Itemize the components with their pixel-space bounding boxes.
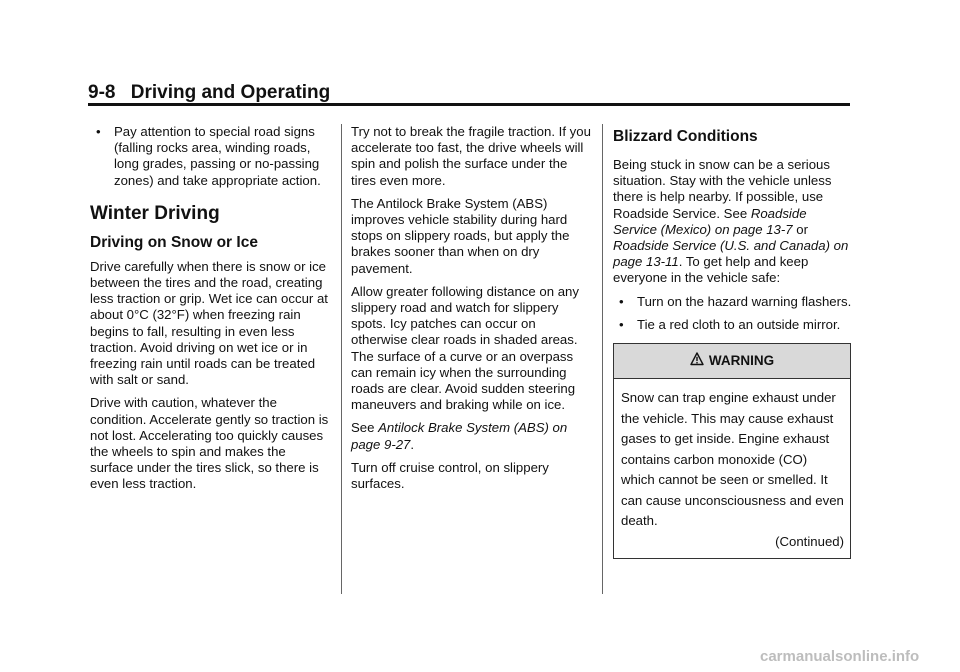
bullet-icon: • <box>619 293 624 309</box>
paragraph: Drive with caution, whatever the condition. Accelerate gently so traction is not lost. Accelerating too quickly causes the wheels to spin and makes the surface under the tires slick, so there is even less traction. <box>90 395 329 492</box>
see-suffix: . <box>410 436 415 452</box>
bullet-text: Tie a red cloth to an outside mirror. <box>637 316 841 332</box>
paragraph: Try not to break the fragile traction. If you accelerate too fast, the drive wheels will spin and polish the surface under the tires even more. <box>351 124 591 188</box>
section-title: Winter Driving <box>90 202 220 224</box>
continued-label: (Continued) <box>775 533 844 549</box>
warning-triangle-icon <box>690 352 704 366</box>
paragraph: Allow greater following distance on any slippery road and watch for slippery spots. Icy patches can occur on otherwise clear roads in shaded areas. The surface of a curve or an overpass can remain icy when the surrounding roads are clear. Avoid sudden steering maneuvers and braking while on ice. <box>351 283 579 413</box>
column-3 <box>613 124 853 559</box>
bullet-icon: • <box>96 124 101 139</box>
column-divider <box>341 124 342 594</box>
column-1 <box>90 124 330 500</box>
list-item <box>613 317 853 333</box>
cross-reference-link[interactable]: Roadside Service (Mexico) on page 13-7 <box>613 205 807 237</box>
list-item <box>613 294 853 310</box>
warning-body <box>614 379 850 558</box>
watermark: carmanualsonline.info <box>760 648 920 665</box>
subsection-title: Blizzard Conditions <box>613 128 758 145</box>
bullet-icon: • <box>619 316 624 332</box>
list-item <box>90 124 330 189</box>
header-rule <box>88 103 850 106</box>
warning-label: WARNING <box>708 352 775 368</box>
or-text: or <box>792 221 808 237</box>
column-2 <box>351 124 591 499</box>
bullet-text: Turn on the hazard warning flashers. <box>637 293 852 309</box>
warning-header <box>614 344 850 379</box>
see-reference-paragraph <box>351 420 591 452</box>
chapter-title: Driving and Operating <box>130 82 331 103</box>
page-number: 9-8 <box>88 82 116 103</box>
cross-reference-link[interactable]: Roadside Service (U.S. and Canada) on page 13-11 <box>613 238 849 270</box>
cross-reference-link[interactable]: Antilock Brake System (ABS) on page 9-27 <box>351 420 568 452</box>
warning-text: Snow can trap engine exhaust under the vehicle. This may cause exhaust gases to get inside. Engine exhaust contains carbon monoxide (CO) which cannot be seen or smelled. It can cause unconsciousness and even death. <box>621 390 844 529</box>
intro-end: . To get help and keep everyone in the vehicle safe: <box>613 254 809 286</box>
paragraph: Turn off cruise control, on slippery surfaces. <box>351 459 549 492</box>
see-prefix: See <box>351 420 379 436</box>
intro-text: Being stuck in snow can be a serious situation. Stay with the vehicle unless there is help nearby. If possible, use Roadside Service. See <box>613 157 832 221</box>
warning-box <box>613 343 851 559</box>
paragraph: Drive carefully when there is snow or ice between the tires and the road, creating less traction or grip. Wet ice can occur at about 0°C (32°F) when freezing rain begins to fall, resulting in even less traction. Avoid driving on wet ice or in freezing rain until roads can be treated with salt or sand. <box>90 258 328 388</box>
bullet-text: Pay attention to special road signs (falling rocks area, winding roads, long grades, passing or no-passing zones) and take appropriate action. <box>114 124 321 188</box>
paragraph <box>613 157 853 287</box>
subsection-title: Driving on Snow or Ice <box>90 233 258 251</box>
column-divider <box>602 124 603 594</box>
paragraph: The Antilock Brake System (ABS) improves vehicle stability during hard stops on slippery roads, but apply the brakes sooner than when on dry pavement. <box>351 195 570 276</box>
